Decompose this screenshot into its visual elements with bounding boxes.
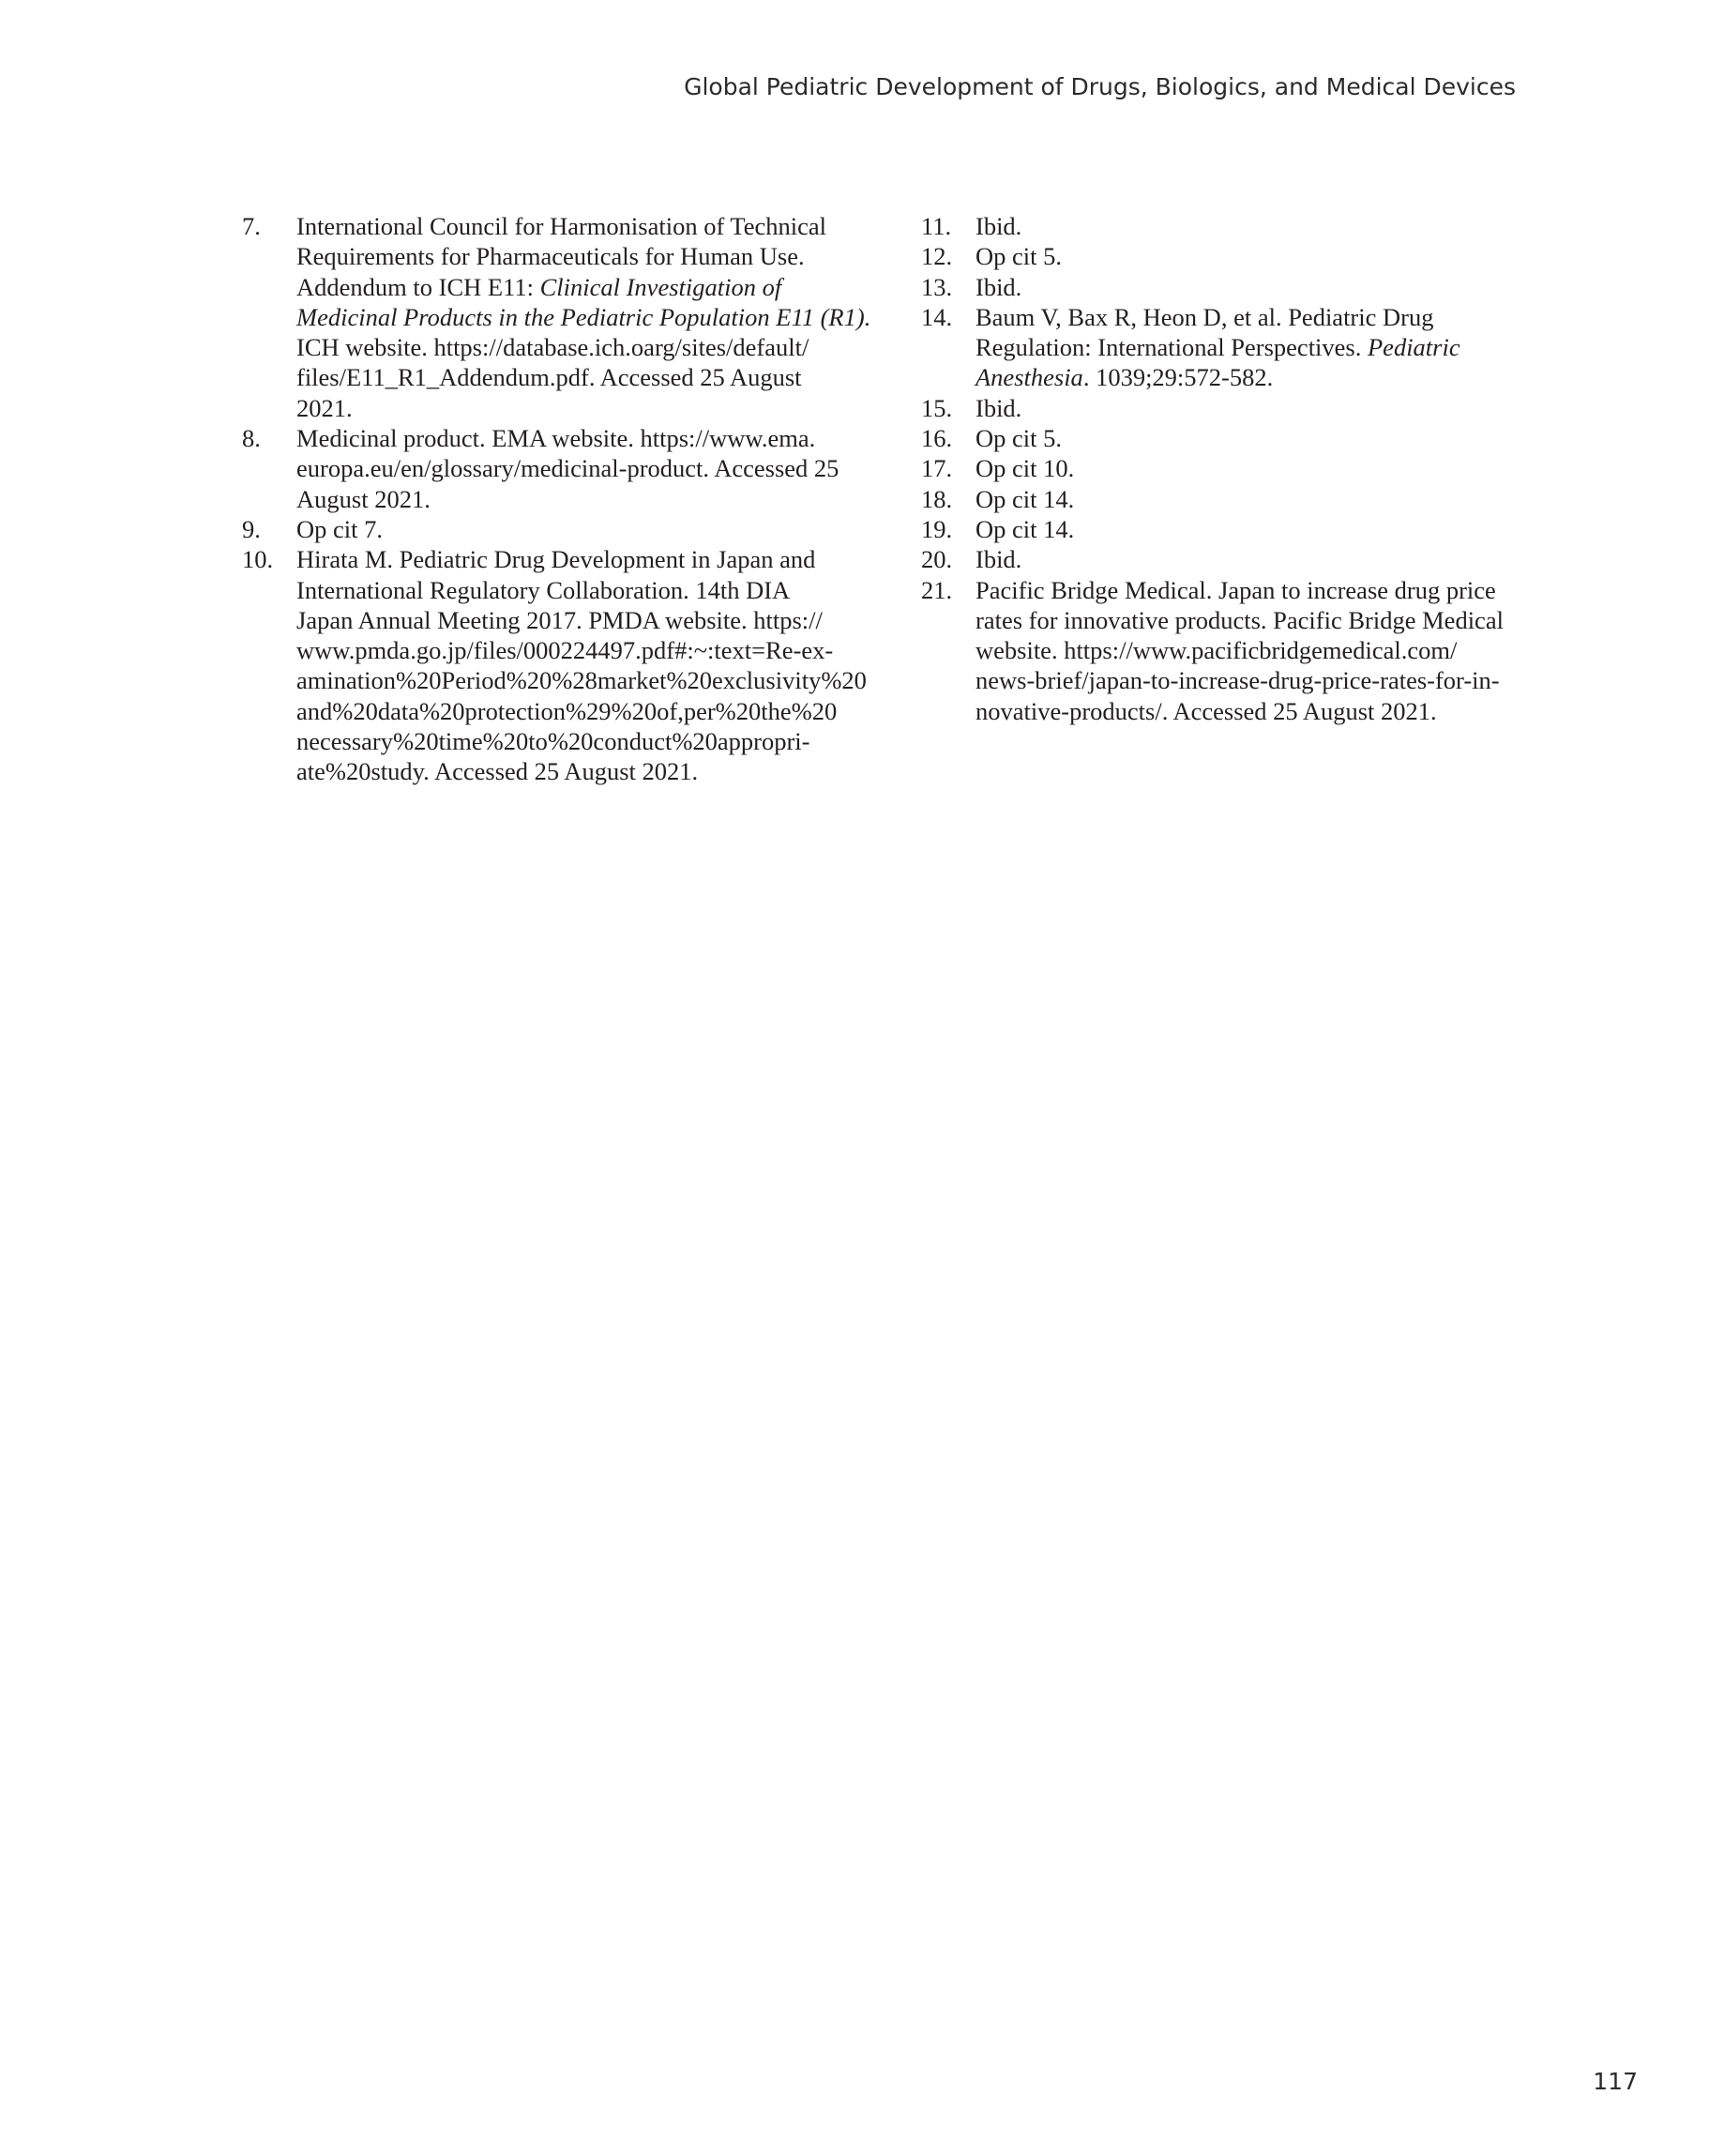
reference-number: 8. xyxy=(242,424,261,453)
reference-line xyxy=(296,696,861,726)
reference-text xyxy=(975,484,1521,514)
reference-segment: and%20data%20protection%29%20of,per%20the%20 xyxy=(296,696,838,725)
reference-number: 10. xyxy=(242,545,274,574)
reference-text xyxy=(296,544,867,786)
reference-segment: Ibid. xyxy=(975,393,1022,422)
reference-number: 15. xyxy=(921,393,953,422)
reference-number: 11. xyxy=(921,212,952,240)
reference-line xyxy=(975,241,1521,271)
reference-italic-segment: Medicinal Products in the Pediatric Population E11 (R1). xyxy=(296,302,871,331)
reference-segment: Op cit 5. xyxy=(975,242,1062,271)
reference-line xyxy=(296,665,867,695)
reference-line xyxy=(296,453,861,483)
reference-segment: amination%20Period%20%28market%20exclusivity%20 xyxy=(296,666,867,695)
reference-italic-segment: Anesthesia xyxy=(975,363,1083,392)
reference-text xyxy=(296,423,861,514)
reference-line xyxy=(975,211,1521,241)
reference-number: 20. xyxy=(921,545,953,574)
reference-segment: Requirements for Pharmaceuticals for Human Use. xyxy=(296,242,805,271)
reference-number: 19. xyxy=(921,514,953,543)
reference-line xyxy=(975,332,1521,362)
reference-item xyxy=(921,484,1521,514)
reference-segment: Ibid. xyxy=(975,212,1022,240)
reference-line xyxy=(975,544,1521,574)
reference-segment: necessary%20time%20to%20conduct%20appropri- xyxy=(296,727,810,756)
reference-item xyxy=(921,302,1521,393)
reference-segment: ate%20study. Accessed 25 August 2021. xyxy=(296,757,699,786)
reference-line xyxy=(296,726,861,756)
reference-item xyxy=(242,423,861,514)
reference-segment: Ibid. xyxy=(975,545,1022,574)
references-left-column xyxy=(242,211,871,787)
reference-line xyxy=(296,302,871,332)
reference-line xyxy=(296,514,861,544)
reference-line xyxy=(975,635,1521,665)
running-header: Global Pediatric Development of Drugs, Biologics, and Medical Devices xyxy=(684,73,1516,100)
reference-text xyxy=(296,514,861,544)
reference-segment: Medicinal product. EMA website. https://www.ema. xyxy=(296,424,816,453)
reference-line xyxy=(296,241,861,271)
reference-line xyxy=(296,423,861,453)
reference-segment: Op cit 14. xyxy=(975,484,1075,513)
reference-number: 17. xyxy=(921,454,953,483)
reference-line xyxy=(296,484,861,514)
reference-line xyxy=(296,332,861,362)
reference-item xyxy=(921,423,1521,453)
reference-item xyxy=(921,393,1521,423)
reference-line xyxy=(296,544,861,574)
reference-number: 13. xyxy=(921,272,953,301)
reference-text xyxy=(975,575,1521,726)
reference-text xyxy=(975,272,1521,302)
reference-segment: Op cit 7. xyxy=(296,514,383,543)
reference-line xyxy=(296,393,861,423)
reference-item xyxy=(921,453,1521,483)
reference-segment: Addendum to ICH E11: xyxy=(296,272,540,301)
reference-text xyxy=(975,423,1521,453)
reference-italic-segment: Clinical Investigation of xyxy=(539,272,782,301)
reference-line xyxy=(296,756,861,786)
reference-segment: Hirata M. Pediatric Drug Development in Japan and xyxy=(296,545,816,574)
reference-segment: ICH website. https://database.ich.oarg/sites/default/ xyxy=(296,333,809,362)
reference-text xyxy=(975,241,1521,271)
reference-number: 12. xyxy=(921,242,953,271)
reference-segment: Regulation: International Perspectives. xyxy=(975,333,1368,362)
reference-item xyxy=(921,272,1521,302)
reference-segment: Op cit 14. xyxy=(975,514,1075,543)
reference-line xyxy=(296,605,861,635)
reference-text xyxy=(975,211,1521,241)
reference-segment: International Regulatory Collaboration. 14th DIA xyxy=(296,575,791,604)
reference-line xyxy=(296,635,861,665)
reference-item xyxy=(242,211,871,423)
reference-text xyxy=(296,211,871,423)
reference-item xyxy=(921,575,1521,726)
reference-line xyxy=(296,272,861,302)
reference-text xyxy=(975,302,1521,393)
reference-line xyxy=(975,575,1521,605)
reference-number: 14. xyxy=(921,302,953,331)
reference-segment: Ibid. xyxy=(975,272,1022,301)
reference-segment: . 1039;29:572-582. xyxy=(1082,363,1274,392)
reference-line xyxy=(975,423,1521,453)
reference-segment: novative-products/. Accessed 25 August 2021. xyxy=(975,696,1437,725)
reference-item xyxy=(921,241,1521,271)
reference-text xyxy=(975,393,1521,423)
reference-line xyxy=(975,696,1521,726)
reference-item xyxy=(242,544,867,786)
reference-line xyxy=(975,665,1521,695)
reference-segment: Baum V, Bax R, Heon D, et al. Pediatric Drug xyxy=(975,302,1434,331)
page-number: 117 xyxy=(1593,2068,1638,2095)
reference-segment: website. https://www.pacificbridgemedical.com/ xyxy=(975,636,1458,665)
reference-segment: files/E11_R1_Addendum.pdf. Accessed 25 August xyxy=(296,363,802,392)
reference-segment: 2021. xyxy=(296,393,353,422)
reference-line xyxy=(975,484,1521,514)
reference-italic-segment: Pediatric xyxy=(1368,333,1460,362)
reference-number: 18. xyxy=(921,484,953,513)
reference-item xyxy=(921,211,1521,241)
reference-line xyxy=(975,453,1521,483)
references-right-column xyxy=(921,211,1521,726)
reference-line xyxy=(975,272,1521,302)
reference-text xyxy=(975,453,1521,483)
reference-segment: www.pmda.go.jp/files/000224497.pdf#:~:text=Re-ex- xyxy=(296,636,834,665)
reference-segment: International Council for Harmonisation of Technical xyxy=(296,212,827,240)
reference-segment: europa.eu/en/glossary/medicinal-product. Accessed 25 xyxy=(296,454,839,483)
reference-line xyxy=(975,605,1521,635)
reference-text xyxy=(975,544,1521,574)
reference-segment: August 2021. xyxy=(296,484,431,513)
reference-number: 9. xyxy=(242,514,261,543)
reference-line xyxy=(975,393,1521,423)
reference-line xyxy=(975,302,1521,332)
reference-text xyxy=(975,514,1521,544)
reference-segment: Japan Annual Meeting 2017. PMDA website. https:// xyxy=(296,605,823,634)
reference-line xyxy=(296,211,861,241)
reference-line xyxy=(296,362,861,392)
reference-segment: Pacific Bridge Medical. Japan to increase drug price xyxy=(975,575,1496,604)
reference-segment: Op cit 5. xyxy=(975,424,1062,453)
reference-item xyxy=(242,514,861,544)
reference-item xyxy=(921,514,1521,544)
reference-line xyxy=(296,575,861,605)
reference-segment: news-brief/japan-to-increase-drug-price-rates-for-in- xyxy=(975,666,1500,695)
reference-number: 16. xyxy=(921,424,953,453)
reference-line xyxy=(975,362,1521,392)
reference-segment: rates for innovative products. Pacific Bridge Medical xyxy=(975,605,1504,634)
reference-segment: Op cit 10. xyxy=(975,454,1075,483)
reference-number: 7. xyxy=(242,212,261,240)
reference-number: 21. xyxy=(921,575,953,604)
reference-item xyxy=(921,544,1521,574)
reference-line xyxy=(975,514,1521,544)
